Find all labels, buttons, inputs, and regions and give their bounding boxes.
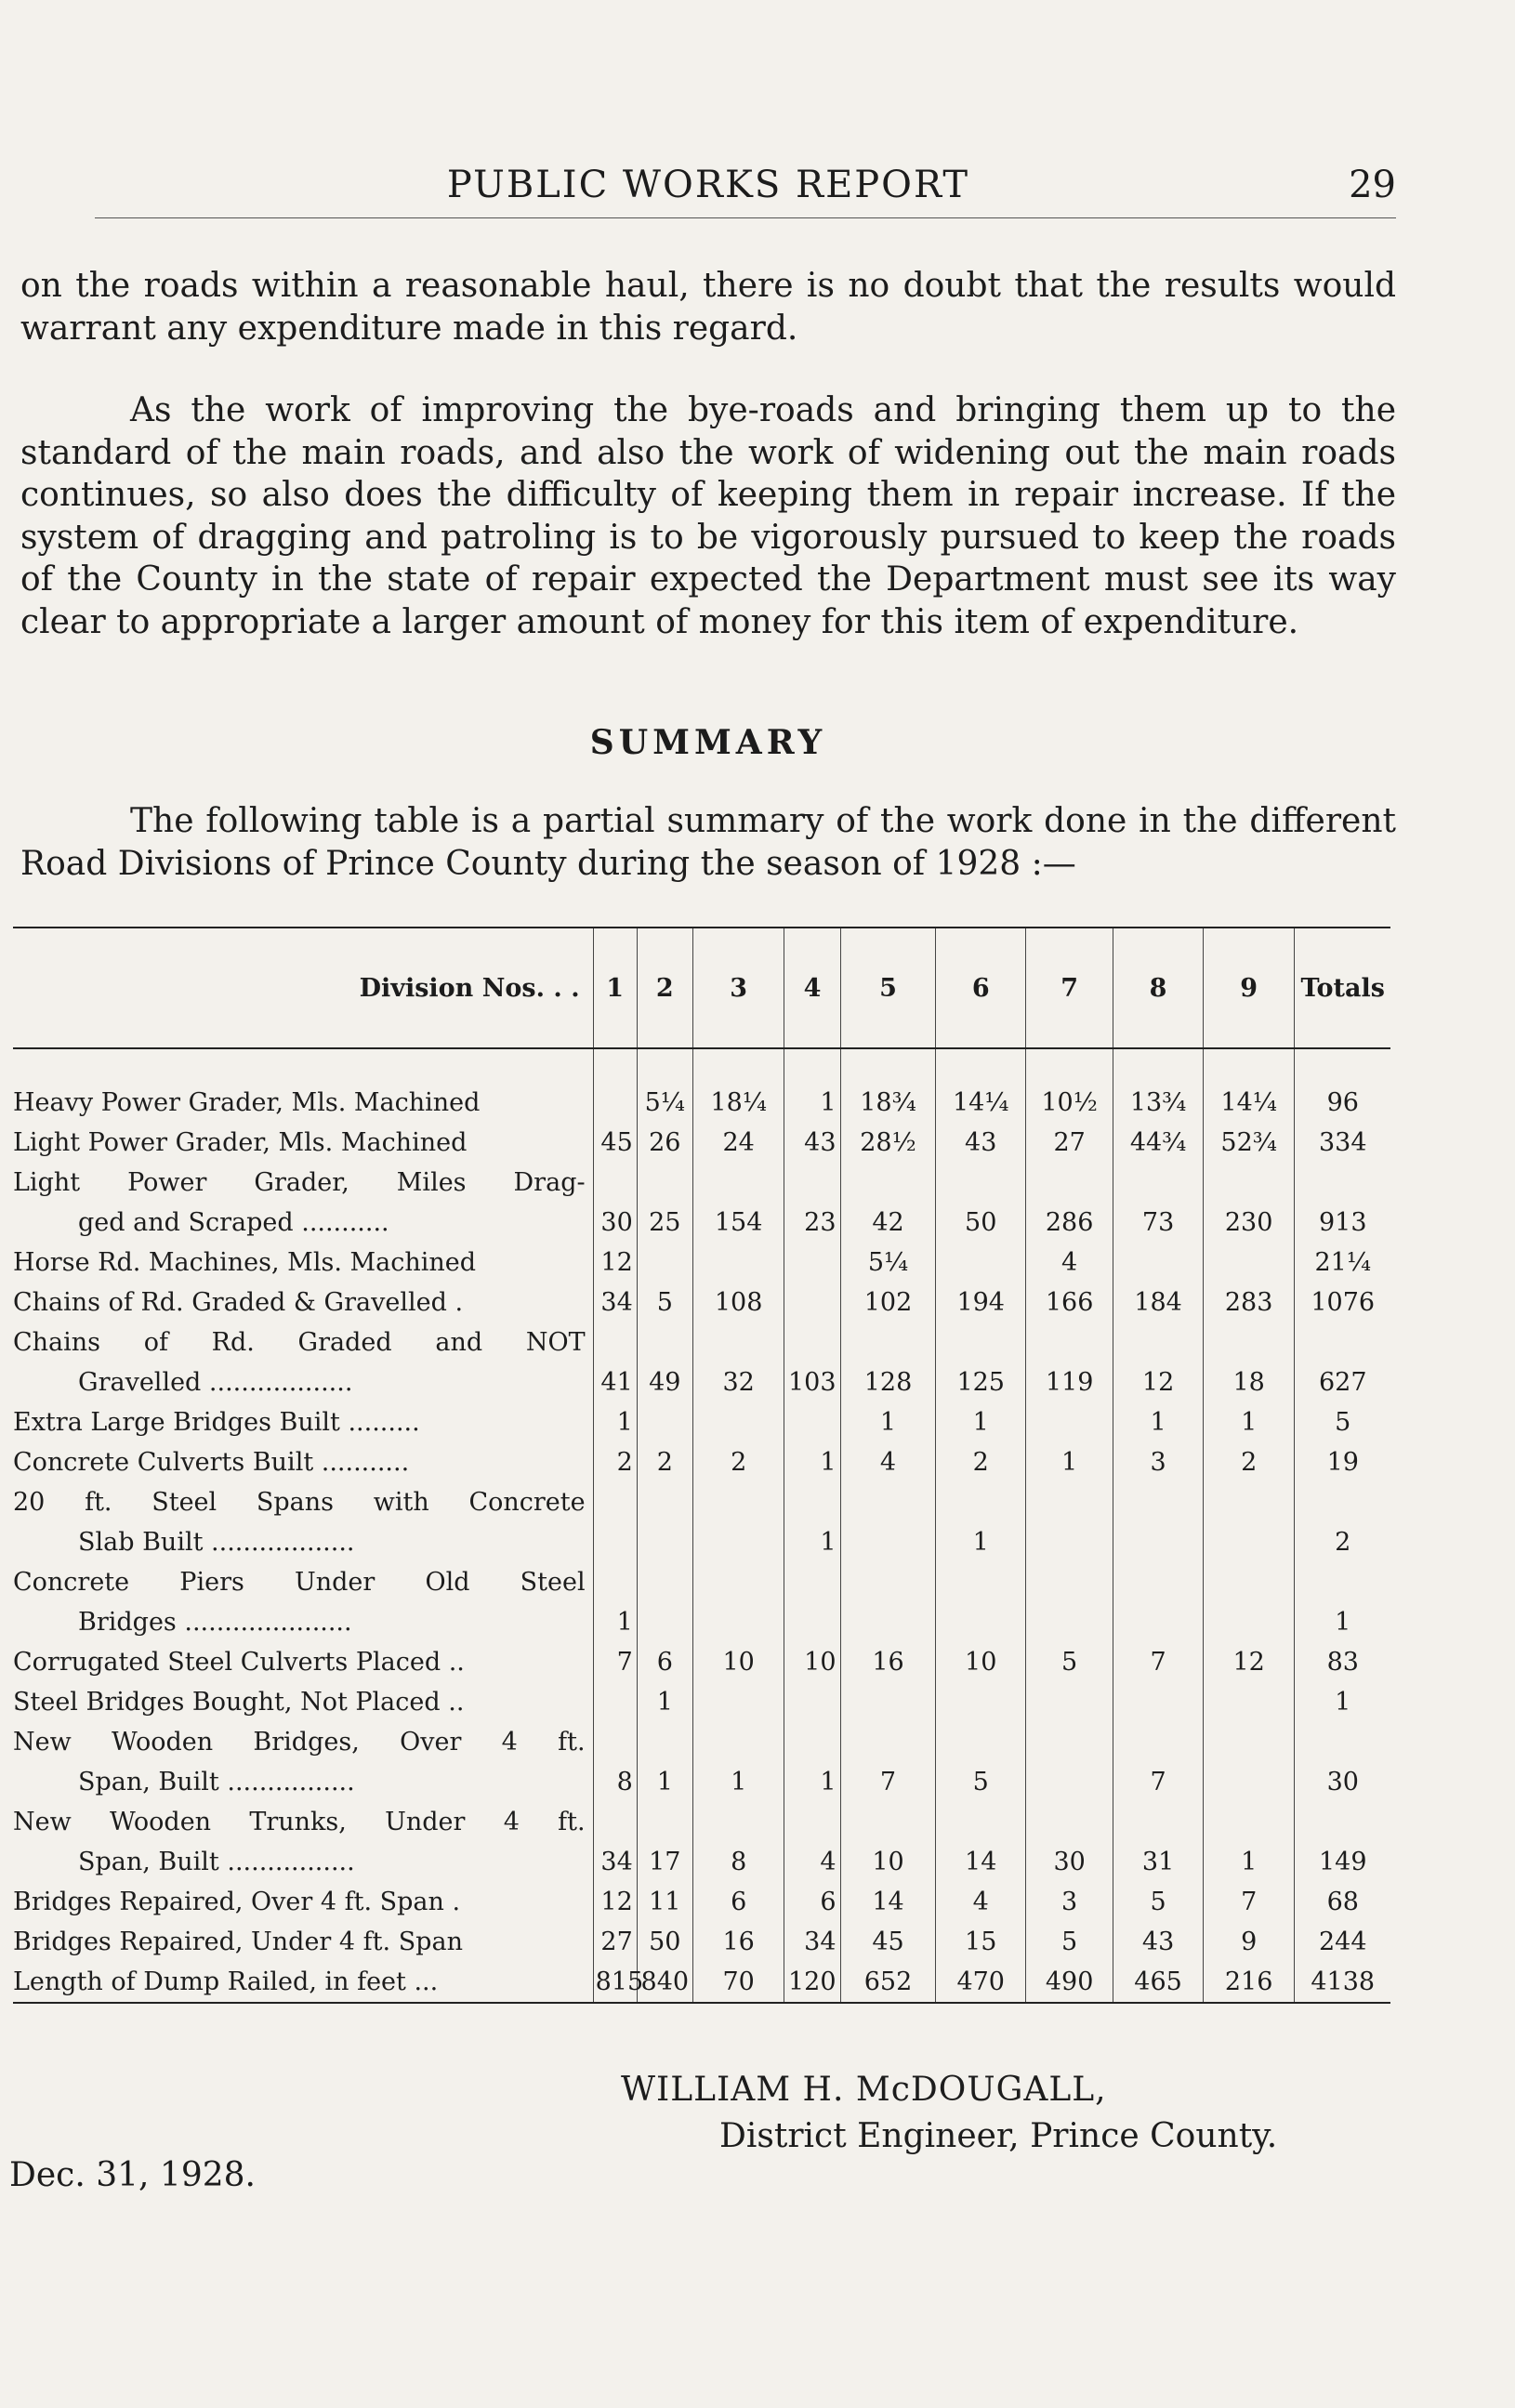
- column-header: Totals: [1295, 928, 1390, 1048]
- table-cell: 4: [840, 1442, 936, 1482]
- table-row: [13, 1922, 1390, 1962]
- table-cell: 5: [1025, 1642, 1113, 1682]
- table-cell: 149: [1295, 1802, 1390, 1882]
- table-cell: [593, 1048, 637, 1123]
- row-label: Concrete Culverts Built ...........: [13, 1448, 410, 1477]
- table-cell: 8: [692, 1802, 784, 1882]
- page-number: 29: [1349, 164, 1396, 206]
- table-cell: 10: [936, 1642, 1026, 1682]
- table-cell: 41: [593, 1322, 637, 1402]
- table-cell: 4: [936, 1882, 1026, 1922]
- table-cell: [1203, 1562, 1295, 1642]
- table-cell: 12: [593, 1243, 637, 1283]
- table-cell: 194: [936, 1283, 1026, 1322]
- table-cell: 50: [637, 1922, 692, 1962]
- table-cell: 652: [840, 1962, 936, 2003]
- table-cell: 184: [1113, 1283, 1204, 1322]
- table-cell: 2: [1203, 1442, 1295, 1482]
- row-label-line: New Wooden Trunks, Under 4 ft.: [13, 1808, 586, 1836]
- division-nos-header: Division Nos. . .: [13, 928, 593, 1048]
- table-cell: [784, 1562, 840, 1642]
- table-cell: 3: [1025, 1882, 1113, 1922]
- table-row: [13, 1243, 1390, 1283]
- table-cell: 6: [692, 1882, 784, 1922]
- column-header: 4: [784, 928, 840, 1048]
- paragraph-3: The following table is a partial summary of the work done in the different Road Divisions of Prince County during the season of 1928 :—: [20, 802, 1396, 883]
- table-cell: 840: [637, 1962, 692, 2003]
- table-cell: 25: [637, 1163, 692, 1243]
- table-cell: 23: [784, 1163, 840, 1243]
- table-row: [13, 1402, 1390, 1442]
- table-cell: 17: [637, 1802, 692, 1882]
- table-cell: 10: [840, 1802, 936, 1882]
- table-cell: 43: [1113, 1922, 1204, 1962]
- table-cell: 11: [637, 1882, 692, 1922]
- table-row: [13, 1163, 1390, 1243]
- row-label: [13, 1722, 593, 1802]
- table-cell: 1: [784, 1482, 840, 1562]
- table-cell: 815: [593, 1962, 637, 2003]
- row-label-continuation: Span, Built ................: [78, 1768, 355, 1796]
- table-cell: [593, 1682, 637, 1722]
- table-cell: 16: [840, 1642, 936, 1682]
- table-cell: 2: [936, 1442, 1026, 1482]
- table-cell: 470: [936, 1962, 1026, 2003]
- table-cell: [1025, 1562, 1113, 1642]
- table-cell: 7: [593, 1642, 637, 1682]
- dateline: Dec. 31, 1928.: [9, 2156, 256, 2194]
- table-cell: [637, 1243, 692, 1283]
- table-cell: 30: [1025, 1802, 1113, 1882]
- table-cell: 10: [692, 1642, 784, 1682]
- table-cell: 166: [1025, 1283, 1113, 1322]
- table-cell: [784, 1243, 840, 1283]
- table-cell: 1: [1113, 1402, 1204, 1442]
- table-cell: 3: [1113, 1442, 1204, 1482]
- header-rule: [95, 217, 1396, 218]
- table-cell: [637, 1562, 692, 1642]
- table-cell: 18¾: [840, 1048, 936, 1123]
- table-cell: 1: [1295, 1562, 1390, 1642]
- table-row: [13, 1442, 1390, 1482]
- table-cell: 102: [840, 1283, 936, 1322]
- table-cell: 18¼: [692, 1048, 784, 1123]
- table-cell: 15: [936, 1922, 1026, 1962]
- table-cell: 19: [1295, 1442, 1390, 1482]
- table-cell: [840, 1682, 936, 1722]
- column-header: 1: [593, 928, 637, 1048]
- table-row: [13, 1682, 1390, 1722]
- table-cell: 96: [1295, 1048, 1390, 1123]
- row-label: Bridges Repaired, Over 4 ft. Span .: [13, 1888, 461, 1916]
- table-row: [13, 1123, 1390, 1163]
- table-cell: 73: [1113, 1163, 1204, 1243]
- row-label: Extra Large Bridges Built .........: [13, 1408, 420, 1437]
- table-cell: [637, 1482, 692, 1562]
- row-label-line: Concrete Piers Under Old Steel: [13, 1568, 586, 1597]
- table-cell: 1: [1295, 1682, 1390, 1722]
- row-label-line: 20 ft. Steel Spans with Concrete: [13, 1488, 586, 1517]
- table-cell: 1: [1203, 1402, 1295, 1442]
- table-row: [13, 1322, 1390, 1402]
- table-cell: 283: [1203, 1283, 1295, 1322]
- table-cell: 43: [784, 1123, 840, 1163]
- table-cell: 230: [1203, 1163, 1295, 1243]
- column-header: 8: [1113, 928, 1204, 1048]
- table-cell: [1203, 1243, 1295, 1283]
- table-cell: 2: [637, 1442, 692, 1482]
- table-row: [13, 1882, 1390, 1922]
- table-cell: [692, 1682, 784, 1722]
- table-cell: 49: [637, 1322, 692, 1402]
- table-cell: 1: [692, 1722, 784, 1802]
- table-cell: [692, 1562, 784, 1642]
- table-cell: 286: [1025, 1163, 1113, 1243]
- table-cell: 1: [593, 1562, 637, 1642]
- table-cell: 216: [1203, 1962, 1295, 2003]
- table-cell: 128: [840, 1322, 936, 1402]
- table-cell: 52¾: [1203, 1123, 1295, 1163]
- row-label: Length of Dump Railed, in feet ...: [13, 1962, 593, 2003]
- row-label-continuation: ged and Scraped ...........: [78, 1208, 389, 1237]
- table-cell: 465: [1113, 1962, 1204, 2003]
- table-cell: 5: [936, 1722, 1026, 1802]
- table-cell: 68: [1295, 1882, 1390, 1922]
- table-cell: 12: [593, 1882, 637, 1922]
- table-cell: [936, 1682, 1026, 1722]
- table-row: [13, 1048, 1390, 1123]
- table-cell: 12: [1203, 1642, 1295, 1682]
- table-cell: 120: [784, 1962, 840, 2003]
- row-label-line: Light Power Grader, Miles Drag-: [13, 1168, 586, 1197]
- table-cell: [840, 1482, 936, 1562]
- table-cell: 42: [840, 1163, 936, 1243]
- table-cell: 6: [784, 1882, 840, 1922]
- table-cell: 1: [784, 1048, 840, 1123]
- row-label: Chains of Rd. Graded & Gravelled .: [13, 1288, 464, 1317]
- table-cell: 7: [840, 1722, 936, 1802]
- table-cell: 4: [784, 1802, 840, 1882]
- table-cell: 27: [593, 1922, 637, 1962]
- table-row: [13, 1722, 1390, 1802]
- table-cell: 30: [1295, 1722, 1390, 1802]
- table-cell: 45: [840, 1922, 936, 1962]
- table-cell: 28½: [840, 1123, 936, 1163]
- table-cell: 12: [1113, 1322, 1204, 1402]
- table-cell: [1025, 1722, 1113, 1802]
- table-row: [13, 1562, 1390, 1642]
- table-cell: [784, 1283, 840, 1322]
- row-label-line: New Wooden Bridges, Over 4 ft.: [13, 1728, 586, 1757]
- section-heading: SUMMARY: [589, 723, 827, 762]
- table-cell: [784, 1682, 840, 1722]
- table-cell: 4: [1025, 1243, 1113, 1283]
- table-cell: 10: [784, 1642, 840, 1682]
- table-cell: 1: [784, 1722, 840, 1802]
- table-cell: [692, 1482, 784, 1562]
- table-cell: 16: [692, 1922, 784, 1962]
- table-cell: 1: [637, 1722, 692, 1802]
- table-cell: [936, 1562, 1026, 1642]
- table-cell: 7: [1113, 1642, 1204, 1682]
- table-cell: 1: [1203, 1802, 1295, 1882]
- table-cell: 1: [784, 1442, 840, 1482]
- row-label: Steel Bridges Bought, Not Placed ..: [13, 1688, 465, 1717]
- table-cell: 1: [1025, 1442, 1113, 1482]
- table-cell: 334: [1295, 1123, 1390, 1163]
- table-cell: 43: [936, 1123, 1026, 1163]
- table-cell: 6: [637, 1642, 692, 1682]
- row-label: [13, 1163, 593, 1243]
- table-row: [13, 1283, 1390, 1322]
- table-cell: [840, 1562, 936, 1642]
- column-header: 3: [692, 928, 784, 1048]
- table-cell: 1: [936, 1482, 1026, 1562]
- table-cell: 7: [1113, 1722, 1204, 1802]
- table-cell: 14: [936, 1802, 1026, 1882]
- table-cell: 30: [593, 1163, 637, 1243]
- table-row: [13, 1642, 1390, 1682]
- table-row: [13, 1482, 1390, 1562]
- paragraph-2: As the work of improving the bye-roads and bringing them up to the standard of the main roads, and also the work of widening out the main roads continues, so also does the difficulty of keeping them in repair increase. If the system of dragging and patroling is to be vigorously pursued to keep the roads of the County in the state of repair expected the Department must see its way clear to appropriate a larger amount of money for this item of expenditure.: [20, 391, 1396, 641]
- table-cell: [1113, 1243, 1204, 1283]
- table-cell: 154: [692, 1163, 784, 1243]
- table-cell: 1: [637, 1682, 692, 1722]
- table-cell: 5: [1025, 1922, 1113, 1962]
- row-label-continuation: Span, Built ................: [78, 1848, 355, 1876]
- table-cell: 490: [1025, 1962, 1113, 2003]
- table-cell: [1113, 1682, 1204, 1722]
- table-cell: [1025, 1402, 1113, 1442]
- table-cell: 13¾: [1113, 1048, 1204, 1123]
- table-cell: 10½: [1025, 1048, 1113, 1123]
- running-title: PUBLIC WORKS REPORT: [446, 164, 970, 206]
- signature-name: WILLIAM H. McDOUGALL,: [621, 2071, 1107, 2109]
- table-cell: 34: [593, 1283, 637, 1322]
- table-cell: 31: [1113, 1802, 1204, 1882]
- table-cell: 24: [692, 1123, 784, 1163]
- table-cell: [1113, 1482, 1204, 1562]
- table-header-row: [13, 928, 1390, 1048]
- table-cell: [1203, 1482, 1295, 1562]
- table-cell: 32: [692, 1322, 784, 1402]
- table-cell: 108: [692, 1283, 784, 1322]
- signature-title: District Engineer, Prince County.: [719, 2117, 1278, 2155]
- table-cell: [1113, 1562, 1204, 1642]
- column-header: 5: [840, 928, 936, 1048]
- table-cell: [637, 1402, 692, 1442]
- paragraph-1: on the roads within a reasonable haul, there is no doubt that the results would warrant any expenditure made in this regard.: [20, 267, 1396, 348]
- row-label: Heavy Power Grader, Mls. Machined: [13, 1088, 481, 1117]
- table-cell: 627: [1295, 1322, 1390, 1402]
- table-cell: 44¾: [1113, 1123, 1204, 1163]
- table-cell: 83: [1295, 1642, 1390, 1682]
- table-cell: 2: [593, 1442, 637, 1482]
- row-label-continuation: Gravelled ..................: [78, 1368, 353, 1397]
- table-cell: [692, 1243, 784, 1283]
- table-cell: 14¼: [936, 1048, 1026, 1123]
- row-label-line: Chains of Rd. Graded and NOT: [13, 1328, 586, 1357]
- table-cell: 4138: [1295, 1962, 1390, 2003]
- table-cell: 50: [936, 1163, 1026, 1243]
- row-label: [13, 1562, 593, 1642]
- row-label: Light Power Grader, Mls. Machined: [13, 1128, 468, 1157]
- table-cell: [784, 1402, 840, 1442]
- column-header: 2: [637, 928, 692, 1048]
- table-cell: 1: [936, 1402, 1026, 1442]
- row-label: [13, 1482, 593, 1562]
- table-cell: [1203, 1682, 1295, 1722]
- row-label: [13, 1802, 593, 1882]
- table-cell: [1203, 1722, 1295, 1802]
- table-cell: 103: [784, 1322, 840, 1402]
- table-cell: 1076: [1295, 1283, 1390, 1322]
- table-cell: 26: [637, 1123, 692, 1163]
- table-cell: 27: [1025, 1123, 1113, 1163]
- table-cell: 34: [593, 1802, 637, 1882]
- table-cell: [1025, 1682, 1113, 1722]
- table-cell: 18: [1203, 1322, 1295, 1402]
- table-cell: [1025, 1482, 1113, 1562]
- table-cell: [692, 1402, 784, 1442]
- row-label-continuation: Bridges .....................: [78, 1608, 352, 1637]
- table-cell: 5¼: [840, 1243, 936, 1283]
- table-cell: 14¼: [1203, 1048, 1295, 1123]
- column-header: 9: [1203, 928, 1295, 1048]
- table-cell: 913: [1295, 1163, 1390, 1243]
- table-cell: 7: [1203, 1882, 1295, 1922]
- table-cell: 125: [936, 1322, 1026, 1402]
- table-cell: [936, 1243, 1026, 1283]
- table-cell: 1: [593, 1402, 637, 1442]
- column-header: 6: [936, 928, 1026, 1048]
- table-cell: 1: [840, 1402, 936, 1442]
- table-cell: 2: [692, 1442, 784, 1482]
- table-cell: 5: [1113, 1882, 1204, 1922]
- table-cell: 119: [1025, 1322, 1113, 1402]
- table-cell: 14: [840, 1882, 936, 1922]
- table-cell: 244: [1295, 1922, 1390, 1962]
- table-cell: 9: [1203, 1922, 1295, 1962]
- table-cell: 21¼: [1295, 1243, 1390, 1283]
- table-cell: 8: [593, 1722, 637, 1802]
- table-row: [13, 1802, 1390, 1882]
- row-label: [13, 1322, 593, 1402]
- row-label: Corrugated Steel Culverts Placed ..: [13, 1648, 465, 1677]
- table-cell: 5: [637, 1283, 692, 1322]
- table-cell: 5: [1295, 1402, 1390, 1442]
- table-cell: 5¼: [637, 1048, 692, 1123]
- table-cell: 2: [1295, 1482, 1390, 1562]
- row-label: Horse Rd. Machines, Mls. Machined: [13, 1248, 477, 1277]
- row-label: Bridges Repaired, Under 4 ft. Span: [13, 1928, 463, 1956]
- column-header: 7: [1025, 928, 1113, 1048]
- table-row: [13, 1962, 1390, 2003]
- running-head: [20, 164, 1396, 219]
- table-cell: 70: [692, 1962, 784, 2003]
- row-label-continuation: Slab Built ..................: [78, 1528, 355, 1557]
- table-cell: 34: [784, 1922, 840, 1962]
- table-cell: 45: [593, 1123, 637, 1163]
- summary-table: [13, 927, 1390, 2004]
- table-cell: [593, 1482, 637, 1562]
